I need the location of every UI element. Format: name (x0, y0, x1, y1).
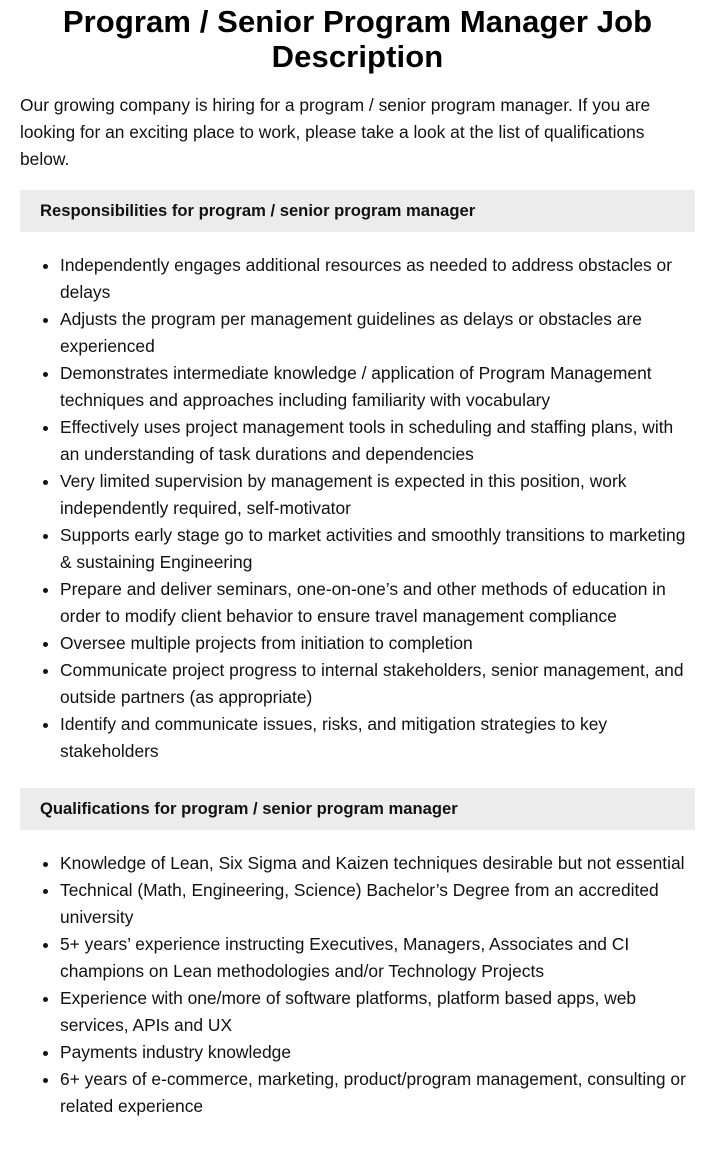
responsibilities-list (20, 252, 695, 765)
list-item: Adjusts the program per management guidelines as delays or obstacles are experienced (60, 306, 695, 360)
list-item: Payments industry knowledge (60, 1039, 695, 1066)
list-item: Technical (Math, Engineering, Science) Bachelor’s Degree from an accredited university (60, 877, 695, 931)
list-item: Effectively uses project management tools in scheduling and staffing plans, with an understanding of task durations and dependencies (60, 414, 695, 468)
section-spacer (20, 765, 695, 771)
list-item: 5+ years’ experience instructing Executives, Managers, Associates and CI champions on Lean methodologies and/or Technology Projects (60, 931, 695, 985)
list-item: Oversee multiple projects from initiation to completion (60, 630, 695, 657)
list-item: Prepare and deliver seminars, one-on-one’s and other methods of education in order to modify client behavior to ensure travel management compliance (60, 576, 695, 630)
list-item: 6+ years of e-commerce, marketing, product/program management, consulting or related experience (60, 1066, 695, 1120)
list-item: Supports early stage go to market activities and smoothly transitions to marketing & sustaining Engineering (60, 522, 695, 576)
list-item: Communicate project progress to internal stakeholders, senior management, and outside partners (as appropriate) (60, 657, 695, 711)
list-item: Knowledge of Lean, Six Sigma and Kaizen techniques desirable but not essential (60, 850, 695, 877)
list-item: Independently engages additional resources as needed to address obstacles or delays (60, 252, 695, 306)
qualifications-heading: Qualifications for program / senior program manager (20, 788, 695, 830)
page-title: Program / Senior Program Manager Job Description (62, 4, 653, 74)
list-item: Demonstrates intermediate knowledge / application of Program Management techniques and approaches including familiarity with vocabulary (60, 360, 695, 414)
responsibilities-heading: Responsibilities for program / senior program manager (20, 190, 695, 232)
intro-paragraph: Our growing company is hiring for a program / senior program manager. If you are looking for an exciting place to work, please take a look at the list of qualifications below. (20, 95, 651, 169)
list-item: Identify and communicate issues, risks, and mitigation strategies to key stakeholders (60, 711, 695, 765)
list-item: Experience with one/more of software platforms, platform based apps, web services, APIs and UX (60, 985, 695, 1039)
qualifications-list (20, 850, 695, 1120)
list-item: Very limited supervision by management is expected in this position, work independently required, self-motivator (60, 468, 695, 522)
